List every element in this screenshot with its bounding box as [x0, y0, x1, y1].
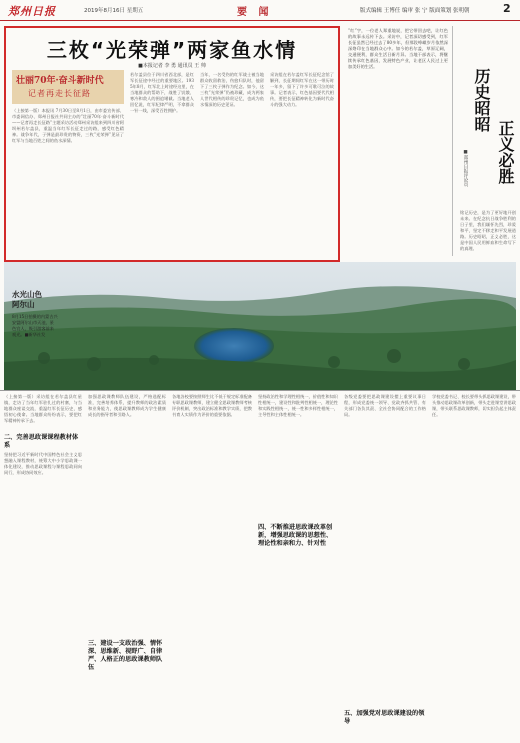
lower-column-6-text: 学校党委书记、校长要带头抓思政课建设，带头推动思政课改革创新，带头走进课堂讲思政课，带头联系思政课教师，切实担负起主体责任。	[432, 394, 516, 417]
main-story-title: 三枚“光荣弹”两家鱼水情	[46, 38, 298, 62]
main-story-byline: ■本报记者 李 勇 通讯员 王 帅	[138, 63, 206, 69]
photo-caption-title: 水光山色 阿尔山	[12, 290, 42, 309]
main-story-column-3: 当年，一名受伤的红军战士被当地群众收留救治，伤愈归队时，他留下了三枚子弹作为纪念。如今，这三枚“光荣弹”仍被珍藏，成为两家人世代相传的珍贵记忆，也成为鱼水情深的历史见证。	[200, 72, 264, 107]
lower-column-4-text: 坚持政治性和学理性相统一，价值性和知识性相统一，建设性和批判性相统一，理论性和实践性相统一，统一性和多样性相统一，主导性和主体性相统一。	[258, 394, 338, 417]
lower-column-3-text: 各地各校要按照师生比不低于规定标准配备专职思政课教师，建立健全思政课教师考核评价机制，突出政治标准和教学实绩，把教书育人实绩作为评价的重要依据。	[172, 394, 252, 417]
lower-column-5-text: 各级党委要把思政课建设摆上重要议事日程，形成党委统一领导、党政齐抓共管、有关部门各负其责、全社会协同配合的工作格局。	[344, 394, 426, 417]
landscape-photo	[4, 262, 516, 390]
commentary-author: ■郑州日报评论员	[463, 150, 468, 187]
lower-heading-4: 四、不断推进思政课改革创新，增强思政课的思想性、理论性和亲和力、针对性	[258, 524, 333, 547]
column-divider	[452, 26, 453, 256]
page-number: 2	[503, 2, 511, 15]
main-story-column-2: 若尔盖县位于四川省西北部，是红军长征途中经过的重要地区。1935年8月，红军北上时途经这里，在当地群众的帮助下，战胜了饥饿、寒冷和敌人的围追堵截。当地老人回忆说，红军纪律严明，不拿群众一针一线，深受百姓拥护。	[130, 72, 194, 113]
series-banner-title: 壮丽70年·奋斗新时代	[16, 76, 104, 86]
right-column-text: “红”字，一位老人郑重地说，把它带回去吧，让红色的故事永远传下去。采访中，记者深切感受到，红军长征虽然已经过去了80多年，但那段峥嵘岁月依然深深烙印在当地群众心中。如今的若尔盖，草原辽阔，交通便利，群众生活日新月异。当地干部表示，将继续传承红色基因，发展特色产业，让老区人民过上更加美好的生活。	[348, 28, 448, 69]
lower-heading-5: 五、加强党对思政课建设的领导	[344, 710, 425, 725]
commentary-lead: 铭记历史，是为了更好地开创未来。在纪念抗日战争胜利的日子里，我们缅怀先烈，珍爱和平，坚定不移走和平发展道路。历史昭昭，正义必胜，这是中国人民用鲜血和生命写下的真理。	[460, 210, 516, 251]
lower-heading-3: 三、建设一支政治强、情怀深、思维新、视野广、自律严、人格正的思政课教师队伍	[88, 640, 163, 671]
lake-forest-image	[4, 262, 516, 390]
editor-credits: 版式编辑 王博任 编审 张 宁 版面策划 张明朝	[360, 8, 470, 14]
commentary-title-1: 历史昭昭	[472, 68, 491, 132]
masthead-logo: 郑州日报	[8, 5, 56, 18]
lower-column-1b-text: 坚持把习近平新时代中国特色社会主义思想融入课程教材，统筹大中小学思政课一体化建设，推动思政课程与课程思政同向同行，形成协同效应。	[4, 452, 82, 475]
issue-date: 2019年8月16日 星期五	[84, 8, 144, 14]
lower-heading-2: 二、完善思政课课程教材体系	[4, 434, 79, 449]
series-banner-subtitle: 记者再走长征路	[28, 89, 91, 98]
commentary-title-2: 正义必胜	[496, 120, 515, 184]
main-story-column-4: 采访组在若尔盖红军长征纪念馆了解到，长征期间红军在这一带历时一年多，留下了许多可歌可泣的故事。记者表示，红色基因要代代相传，要把长征精神转化为新时代奋斗的强大动力。	[270, 72, 334, 107]
main-story-column-1: （上接第一版）本报讯 7月30日至8月1日，由市委宣传部、市委网信办、郑州日报社共同主办的“壮丽70年·奋斗新时代——记者再走长征路”主题采访活动郑州采访组来到四川省阿坝州若尔盖县，重温当年红军长征走过的路，感受红色精神。战争年代，子弹是最珍贵的物资，三枚“光荣弹”见证了红军与当地百姓之间的鱼水深情。	[12, 108, 124, 143]
section-title: 要 闻	[237, 7, 273, 18]
lower-column-2-text: 加强思政课教师队伍建设，严格选配标准，完善培养体系，提升教师的政治素质和业务能力，使思政课教师成为学生健康成长的指导者和引路人。	[88, 394, 166, 417]
lower-column-1-text: （上接第一版）采访组在若尔盖县红星镇，走访了当年红军驻扎过的村寨，与当地群众座谈交流，重温红军长征历史，感悟初心使命。当地群众纷纷表示，要把红军精神传承下去。	[4, 394, 82, 423]
photo-caption-text: 8月15日拍摄的内蒙古兴安盟阿尔山市天池，景色宜人，吸引游客前来观光。■新华社发	[12, 314, 58, 337]
section-divider	[0, 390, 520, 391]
